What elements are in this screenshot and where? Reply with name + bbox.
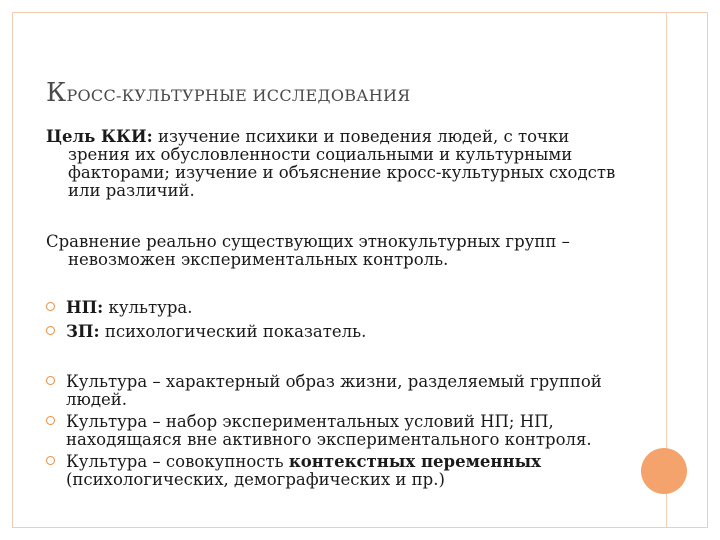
variable-label: ЗП:: [66, 322, 100, 341]
list-item: [46, 453, 626, 489]
goal-label: Цель ККИ:: [46, 127, 153, 146]
title-first-letter: К: [46, 78, 67, 108]
list-item: [46, 323, 626, 341]
list-item: [46, 299, 626, 317]
goal-text: изучение психики и поведения людей, с точки зрения их обусловленности социальными и культурными факторами; изучение и объяснение кросс-культурных сходств или различий.: [68, 127, 616, 200]
goal-paragraph: [46, 128, 628, 200]
title-rest: РОСС-КУЛЬТУРНЫЕ ИССЛЕДОВАНИЯ: [66, 86, 411, 105]
decorative-circle: [641, 448, 687, 494]
variable-label: НП:: [66, 298, 104, 317]
variable-text: культура.: [103, 298, 193, 317]
bullet-icon: [46, 456, 55, 465]
bullet-icon: [46, 376, 55, 385]
bullet-icon: [46, 302, 55, 311]
bullet-icon: [46, 326, 55, 335]
culture-list: [46, 373, 626, 489]
culture-bold: контекстных переменных: [288, 452, 541, 471]
bullet-icon: [46, 416, 55, 425]
slide-title: [46, 78, 410, 108]
list-item: [46, 413, 626, 449]
culture-suffix: (психологических, демографических и пр.): [66, 470, 445, 489]
variables-list: [46, 299, 626, 341]
culture-text: Культура – характерный образ жизни, разделяемый группой людей.: [66, 372, 602, 409]
comparison-paragraph: Сравнение реально существующих этнокультурных групп – невозможен экспериментальных контроль.: [46, 232, 570, 269]
list-item: [46, 373, 626, 409]
variable-text: психологический показатель.: [99, 322, 367, 341]
culture-text: Культура – набор экспериментальных условий НП; НП, находящаяся вне активного экспериментального контроля.: [66, 412, 592, 449]
culture-prefix: Культура – совокупность: [66, 452, 289, 471]
